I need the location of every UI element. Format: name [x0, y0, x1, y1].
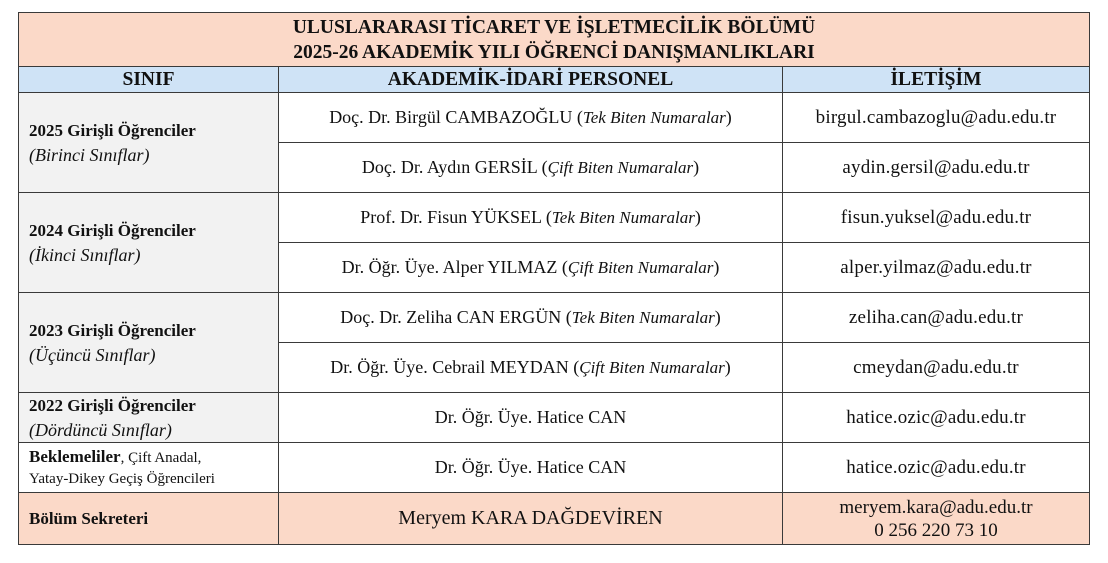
- note-open: (: [541, 207, 552, 227]
- advisor-name: Dr. Öğr. Üye. Hatice CAN: [434, 407, 627, 427]
- secretary-phone[interactable]: 0 256 220 73 10: [874, 519, 998, 541]
- table-row: [19, 443, 1090, 493]
- advisor-cell: [279, 393, 783, 443]
- table-row: [19, 93, 1090, 143]
- note-close: ): [694, 207, 701, 227]
- advisor-cell: [279, 193, 783, 243]
- email-cell[interactable]: fisun.yuksel@adu.edu.tr: [783, 193, 1090, 243]
- advisor-name: Dr. Öğr. Üye. Hatice CAN: [434, 457, 627, 477]
- advisor-cell: [279, 343, 783, 393]
- secretary-row: [19, 493, 1090, 545]
- class-cell-2024: [19, 193, 279, 293]
- advisor-name: Doç. Dr. Aydın GERSİL: [361, 157, 538, 177]
- table-row: [19, 193, 1090, 243]
- note-close: ): [725, 107, 732, 127]
- advisor-note: Çift Biten Numaralar: [579, 358, 725, 377]
- advisor-cell: [279, 143, 783, 193]
- waiting-rest-line2: Yatay-Dikey Geçiş Öğrencileri: [29, 470, 215, 487]
- email-cell[interactable]: hatice.ozic@adu.edu.tr: [783, 443, 1090, 493]
- class-cell-2023: [19, 293, 279, 393]
- email-cell[interactable]: alper.yilmaz@adu.edu.tr: [783, 243, 1090, 293]
- waiting-rest-line1: , Çift Anadal,: [120, 449, 202, 466]
- waiting-bold-label: Beklemeliler: [29, 446, 121, 466]
- email-cell[interactable]: birgul.cambazoglu@adu.edu.tr: [783, 93, 1090, 143]
- advisor-name: Dr. Öğr. Üye. Cebrail MEYDAN: [330, 357, 569, 377]
- header-contact: İLETİŞİM: [783, 67, 1090, 93]
- header-staff: AKADEMİK-İDARİ PERSONEL: [279, 67, 783, 93]
- advisor-name: Doç. Dr. Zeliha CAN ERGÜN: [340, 307, 562, 327]
- class-title: 2022 Girişli Öğrenciler: [29, 395, 196, 415]
- secretary-contact: [783, 493, 1090, 545]
- advisor-name: Doç. Dr. Birgül CAMBAZOĞLU: [329, 107, 573, 127]
- advisor-cell: [279, 293, 783, 343]
- note-open: (: [568, 357, 580, 377]
- advisor-name: Prof. Dr. Fisun YÜKSEL: [360, 207, 542, 227]
- advisor-note: Çift Biten Numaralar: [567, 258, 714, 277]
- table-title: [19, 13, 1090, 67]
- table-row: [19, 293, 1090, 343]
- advisor-note: Tek Biten Numaralar: [582, 108, 726, 127]
- email-cell[interactable]: hatice.ozic@adu.edu.tr: [783, 393, 1090, 443]
- note-close: ): [724, 357, 731, 377]
- class-title: 2024 Girişli Öğrenciler: [29, 220, 196, 240]
- class-subtitle: (Birinci Sınıflar): [29, 144, 150, 165]
- table-row: [19, 393, 1090, 443]
- advisor-cell: [279, 243, 783, 293]
- note-close: ): [693, 157, 700, 177]
- header-row: [19, 67, 1090, 93]
- note-open: (: [537, 157, 548, 177]
- class-cell-2022: [19, 393, 279, 443]
- advisor-cell: [279, 93, 783, 143]
- email-cell[interactable]: aydin.gersil@adu.edu.tr: [783, 143, 1090, 193]
- class-subtitle: (Üçüncü Sınıflar): [29, 344, 156, 365]
- advisor-cell: [279, 443, 783, 493]
- email-cell[interactable]: cmeydan@adu.edu.tr: [783, 343, 1090, 393]
- email-cell[interactable]: zeliha.can@adu.edu.tr: [783, 293, 1090, 343]
- note-close: ): [714, 307, 721, 327]
- class-subtitle: (Dördüncü Sınıflar): [29, 419, 172, 440]
- note-open: (: [557, 257, 568, 277]
- class-cell-2025: [19, 93, 279, 193]
- note-close: ): [713, 257, 720, 277]
- header-class: SINIF: [19, 67, 279, 93]
- class-subtitle: (İkinci Sınıflar): [29, 244, 141, 265]
- title-row: [19, 13, 1090, 67]
- class-title: 2025 Girişli Öğrenciler: [29, 120, 196, 140]
- secretary-email[interactable]: meryem.kara@adu.edu.tr: [839, 496, 1033, 518]
- title-line-2: 2025-26 AKADEMİK YILI ÖĞRENCİ DANIŞMANLIKLARI: [293, 41, 815, 63]
- secretary-label: Bölüm Sekreteri: [19, 493, 279, 545]
- advisor-name: Dr. Öğr. Üye. Alper YILMAZ: [341, 257, 558, 277]
- secretary-name: Meryem KARA DAĞDEVİREN: [279, 493, 783, 545]
- note-open: (: [572, 107, 583, 127]
- note-open: (: [561, 307, 572, 327]
- advisor-note: Tek Biten Numaralar: [571, 308, 715, 327]
- advisor-table: [18, 12, 1090, 545]
- title-line-1: ULUSLARARASI TİCARET VE İŞLETMECİLİK BÖLÜMÜ: [292, 16, 816, 38]
- class-cell-waiting: [19, 443, 279, 493]
- advisor-note: Tek Biten Numaralar: [551, 208, 695, 227]
- class-title: 2023 Girişli Öğrenciler: [29, 320, 196, 340]
- advisor-note: Çift Biten Numaralar: [547, 158, 694, 177]
